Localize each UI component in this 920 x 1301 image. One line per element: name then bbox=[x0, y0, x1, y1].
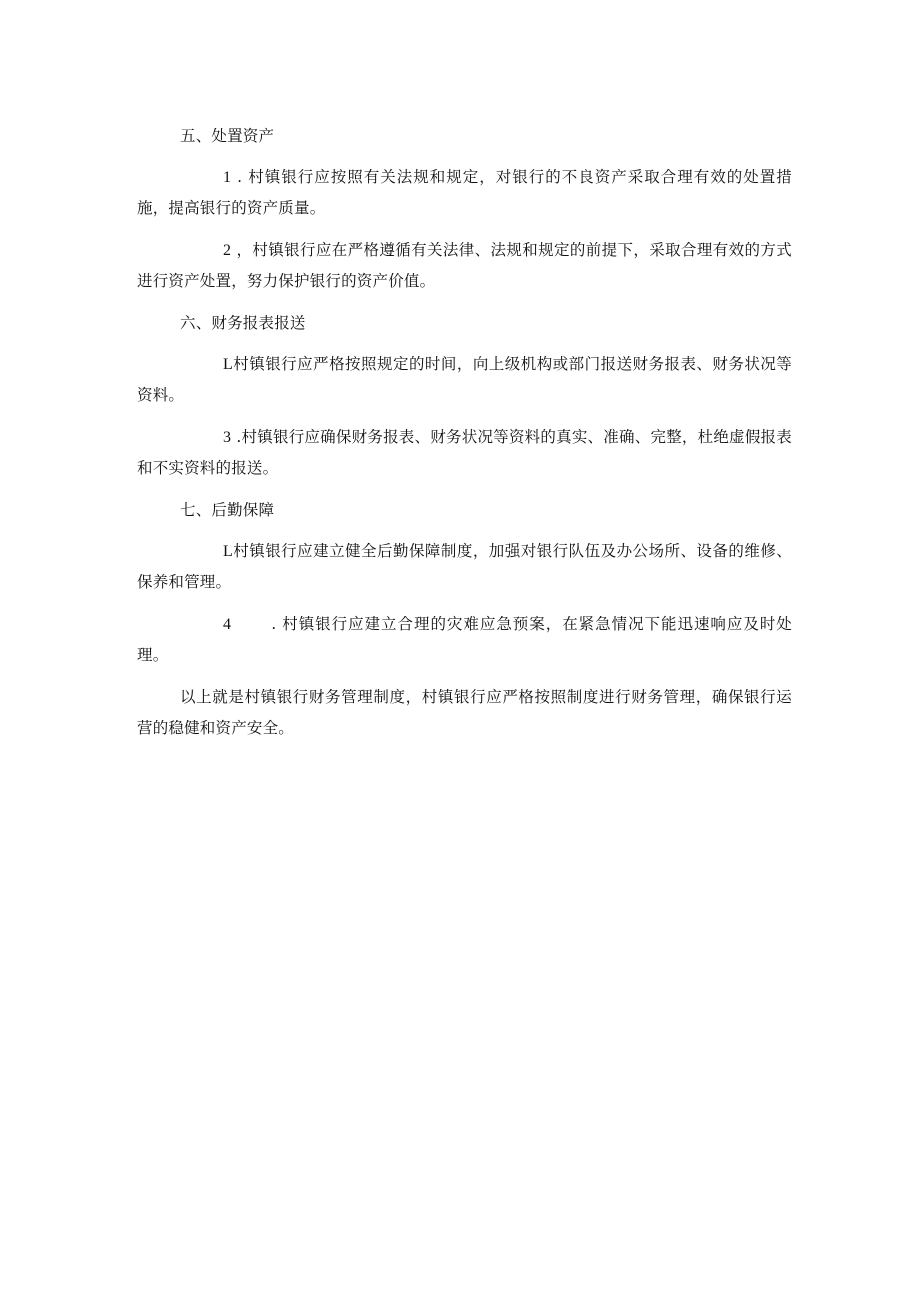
paragraph-disposal-2 bbox=[137, 235, 792, 297]
document-body bbox=[137, 121, 792, 755]
item-number: 1 bbox=[223, 169, 232, 186]
item-number: 4 bbox=[223, 616, 232, 633]
paragraph-reporting-2 bbox=[137, 422, 792, 484]
paragraph-text: . 村镇银行应按照有关法规和规定，对银行的不良资产采取合理有效的处置措施，提高银行的资产质量。 bbox=[137, 168, 792, 217]
item-number: 3 bbox=[223, 429, 232, 446]
paragraph-text: .村镇银行应确保财务报表、财务状况等资料的真实、准确、完整，杜绝虚假报表和不实资料的报送。 bbox=[137, 428, 792, 477]
paragraph-text: ，村镇银行应在严格遵循有关法律、法规和规定的前提下，采取合理有效的方式进行资产处置，努力保护银行的资产价值。 bbox=[137, 241, 792, 290]
item-number: L bbox=[223, 543, 233, 560]
section-heading-disposal: 五、处置资产 bbox=[180, 127, 275, 145]
paragraph-conclusion: 以上就是村镇银行财务管理制度，村镇银行应严格按照制度进行财务管理，确保银行运营的稳健和资产安全。 bbox=[137, 688, 792, 737]
paragraph-text: 村镇银行应严格按照规定的时间，向上级机构或部门报送财务报表、财务状况等资料。 bbox=[137, 355, 792, 404]
item-number: L bbox=[223, 356, 233, 373]
paragraph-logistics-2 bbox=[137, 609, 792, 671]
paragraph-disposal-1 bbox=[137, 162, 792, 224]
section-heading-logistics: 七、后勤保障 bbox=[180, 501, 275, 519]
paragraph-text: 村镇银行应建立健全后勤保障制度，加强对银行队伍及办公场所、设备的维修、保养和管理。 bbox=[137, 542, 792, 591]
paragraph-logistics-1 bbox=[137, 536, 792, 598]
item-number: 2 bbox=[223, 242, 232, 259]
section-heading-reporting: 六、财务报表报送 bbox=[180, 314, 306, 332]
paragraph-reporting-1 bbox=[137, 349, 792, 411]
paragraph-text: . 村镇银行应建立合理的灾难应急预案，在紧急情况下能迅速响应及时处理。 bbox=[137, 615, 792, 664]
